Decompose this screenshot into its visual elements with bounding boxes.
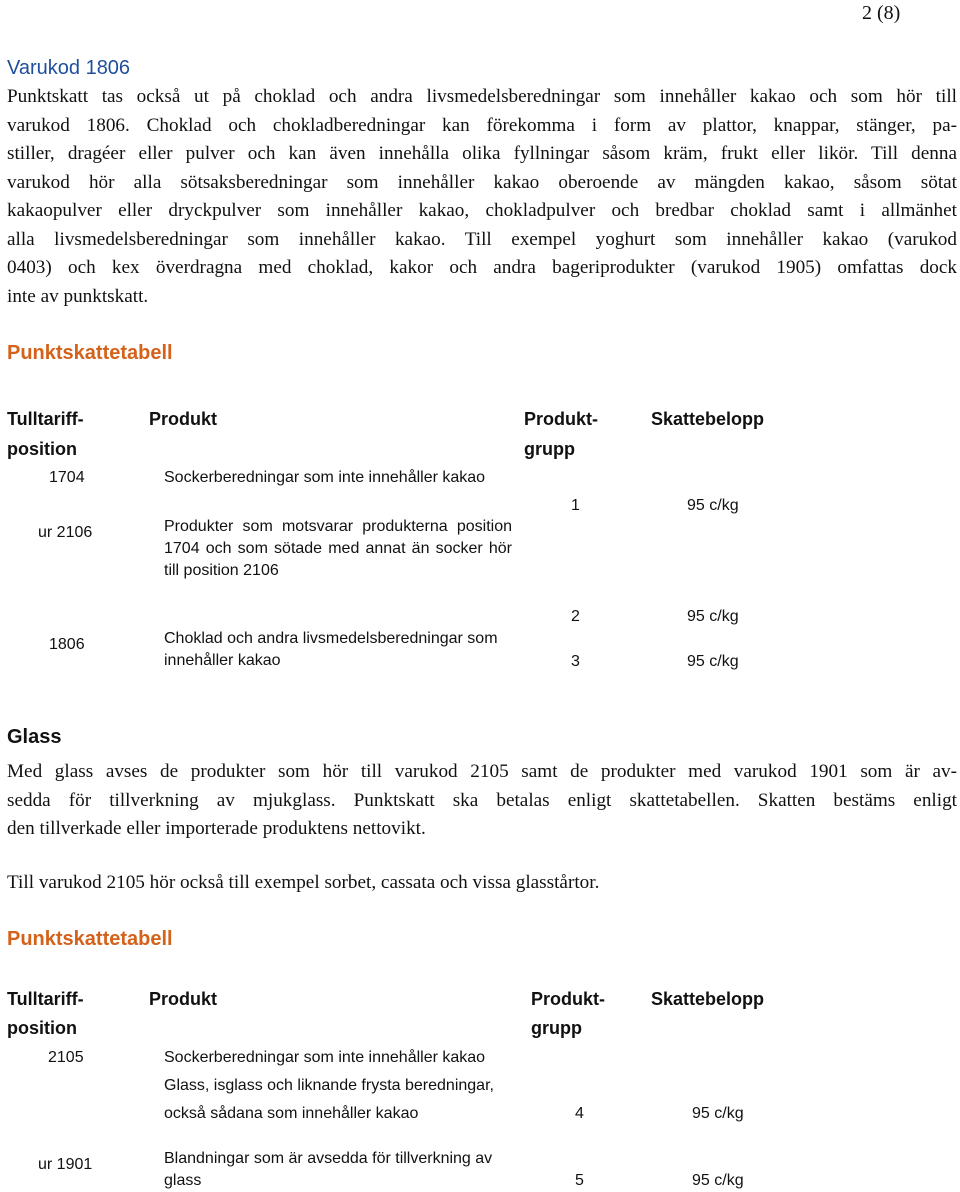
section-paragraph-glass <box>7 758 957 844</box>
cell-position-1704: 1704 <box>49 469 85 486</box>
page-number: 2 (8) <box>862 2 901 24</box>
header-skattebelopp: Skattebelopp <box>651 989 765 1009</box>
table-heading-punktskattetabell: Punktskattetabell <box>7 342 173 364</box>
header-tulltariff: Tulltariff- <box>7 409 84 429</box>
header-position: position <box>7 439 77 459</box>
cell-amount-2: 95 c/kg <box>687 608 739 625</box>
header-grupp: grupp <box>531 1018 582 1038</box>
cell-product-blandningar-line2: glass <box>164 1172 202 1189</box>
table-heading-punktskattetabell-2: Punktskattetabell <box>7 928 173 950</box>
paragraph-line: stiller, dragéer eller pulver och kan även innehålla olika fyllningar såsom kräm, frukt eller likör. Till denna <box>7 143 957 164</box>
header-tulltariff: Tulltariff- <box>7 989 84 1009</box>
paragraph-line: Punktskatt tas också ut på choklad och andra livsmedelsberedningar som innehåller kakao och som hör till <box>7 86 957 107</box>
header-produktgrupp: Produkt- <box>524 409 598 429</box>
header-produkt: Produkt <box>149 989 218 1009</box>
cell-position-2105: 2105 <box>48 1049 84 1066</box>
cell-product-2105: Sockerberedningar som inte innehåller kakao <box>164 1049 486 1066</box>
paragraph-line: inte av punktskatt. <box>7 285 149 307</box>
cell-position-ur1901: ur 1901 <box>38 1156 93 1173</box>
cell-product-glass-line2: också sådana som innehåller kakao <box>164 1105 419 1122</box>
cell-group-2: 2 <box>571 608 580 625</box>
header-produktgrupp: Produkt- <box>531 989 605 1009</box>
section-title-varukod-1806: Varukod 1806 <box>7 57 131 79</box>
header-grupp: grupp <box>524 439 575 459</box>
cell-amount-4: 95 c/kg <box>692 1105 744 1122</box>
cell-product-1806-line1: Choklad och andra livsmedelsberedningar som <box>164 630 498 647</box>
cell-position-1806: 1806 <box>49 636 85 653</box>
cell-product-blandningar-line1: Blandningar som är avsedda för tillverkning av <box>164 1150 493 1167</box>
cell-group-3: 3 <box>571 653 580 670</box>
cell-group-4: 4 <box>575 1105 584 1122</box>
cell-group-5: 5 <box>575 1172 584 1189</box>
section-title-glass: Glass <box>7 726 62 748</box>
header-produkt: Produkt <box>149 409 218 429</box>
cell-product-1704: Sockerberedningar som inte innehåller kakao <box>164 469 486 486</box>
paragraph-line: varukod 1806. Choklad och chokladberedningar kan förekomma i form av plattor, knappar, stänger, pa- <box>7 114 957 136</box>
cell-product-glass-line1: Glass, isglass och liknande frysta beredningar, <box>164 1077 494 1094</box>
cell-product-1806-line2: innehåller kakao <box>164 652 281 669</box>
cell-amount-5: 95 c/kg <box>692 1172 744 1189</box>
section-paragraph-choklad <box>7 83 957 311</box>
paragraph-line: 0403) och kex överdragna med choklad, kakor och andra bageriprodukter (varukod 1905) omfattas dock <box>7 257 957 278</box>
section-paragraph-glass-2: Till varukod 2105 hör också till exempel sorbet, cassata och vissa glasstårtor. <box>7 872 600 893</box>
cell-amount-3: 95 c/kg <box>687 653 739 670</box>
paragraph-line: alla livsmedelsberedningar som innehåller kakao. Till exempel yoghurt som innehåller kakao (varukod <box>7 228 957 250</box>
cell-amount-1: 95 c/kg <box>687 497 739 514</box>
paragraph-line: sedda för tillverkning av mjukglass. Punktskatt ska betalas enligt skattetabellen. Skatten bestäms enligt <box>7 789 957 811</box>
cell-position-ur2106: ur 2106 <box>38 524 93 541</box>
paragraph-line: Med glass avses de produkter som hör till varukod 2105 samt de produkter med varukod 1901 som är av- <box>7 761 957 782</box>
cell-product-ur2106: Produkter som motsvarar produkterna position 1704 och som sötade med annat än socker hör till position 2106 <box>164 518 512 579</box>
paragraph-line: kakaopulver eller dryckpulver som innehåller kakao, chokladpulver och bredbar choklad samt i allmänhet <box>7 200 957 221</box>
cell-group-1: 1 <box>571 497 580 514</box>
header-skattebelopp: Skattebelopp <box>651 409 765 429</box>
paragraph-line: varukod hör alla sötsaksberedningar som innehåller kakao oberoende av mängden kakao, såsom sötat <box>7 171 957 193</box>
header-position: position <box>7 1018 77 1038</box>
paragraph-line: den tillverkade eller importerade produktens nettovikt. <box>7 818 426 839</box>
